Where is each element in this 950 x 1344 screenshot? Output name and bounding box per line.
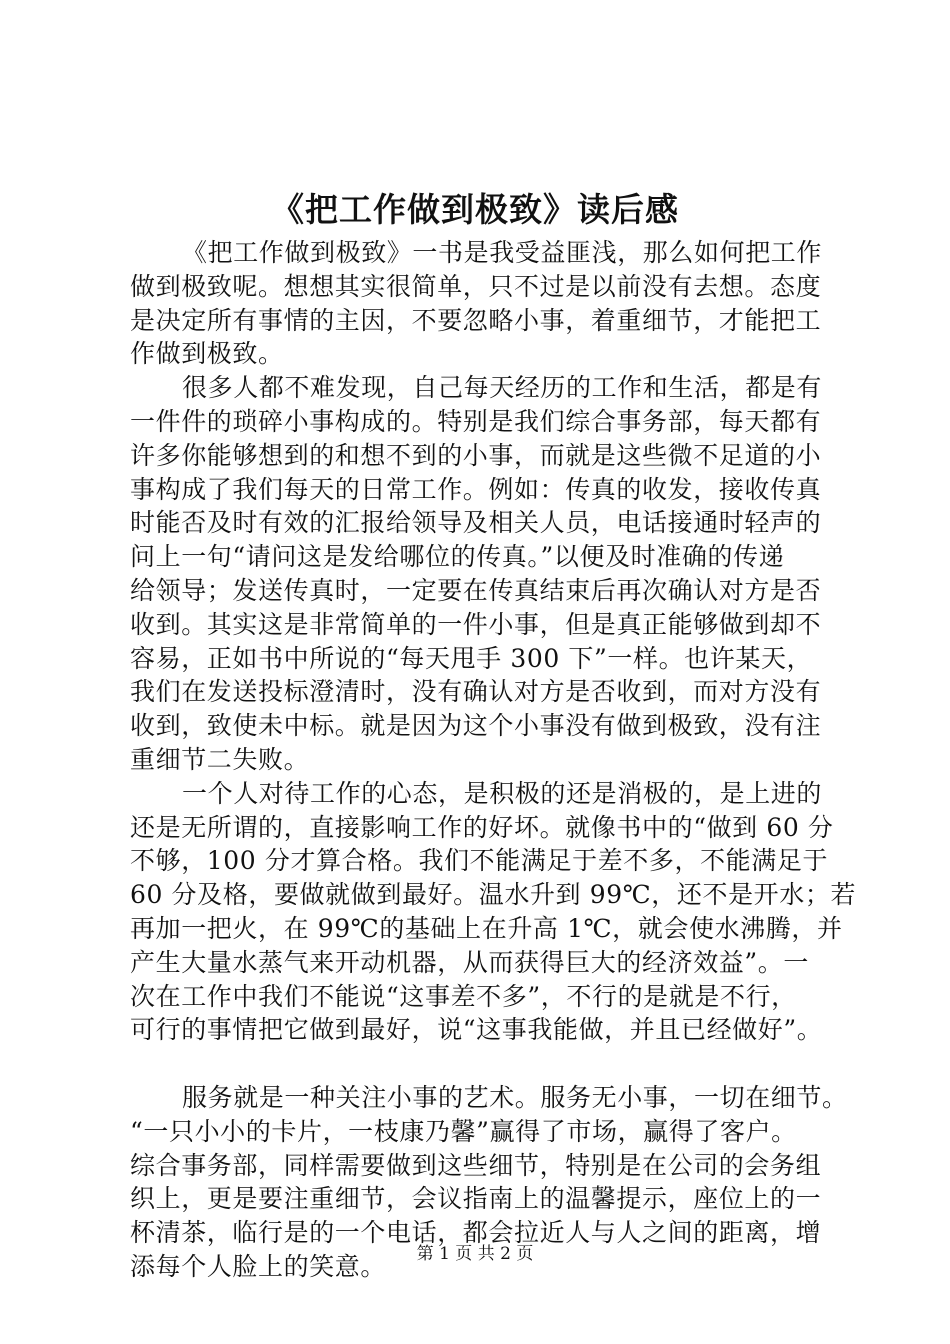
text-line: 还是无所谓的，直接影响工作的好坏。就像书中的“做到 60 分 [130,812,834,842]
text-line: 不够，100 分才算合格。我们不能满足于差不多，不能满足于 [130,846,829,876]
text-line: 时能否及时有效的汇报给领导及相关人员，电话接通时轻声的 [130,508,822,538]
text-line: 织上，更是要注重细节，会议指南上的温馨提示，座位上的一 [130,1184,822,1214]
text-line: 是决定所有事情的主因，不要忽略小事，着重细节，才能把工 [130,305,822,335]
document-title: 《把工作做到极致》读后感 [271,190,679,229]
text-line: 次在工作中我们不能说“这事差不多”，不行的是就是不行， [130,981,797,1011]
text-line: 我们在发送投标澄清时，没有确认对方是否收到，而对方没有 [130,677,822,707]
page-footer: 第 1 页 共 2 页 [416,1244,534,1264]
text-line: 容易，正如书中所说的“每天甩手 300 下”一样。也许某天， [130,643,813,673]
text-line: 杯清茶，临行是的一个电话，都会拉近人与人之间的距离，增 [130,1218,822,1248]
text-line: 可行的事情把它做到最好，说“这事我能做，并且已经做好”。 [130,1015,823,1045]
text-line: 作做到极致。 [130,339,284,369]
text-line: 添每个人脸上的笑意。 [130,1251,387,1281]
text-line: 问上一句“请问这是发给哪位的传真。”以便及时准确的传递 [130,542,785,572]
text-line: 一件件的琐碎小事构成的。特别是我们综合事务部，每天都有 [130,406,822,436]
text-line: 重细节二失败。 [130,744,310,774]
text-line: 事构成了我们每天的日常工作。例如：传真的收发，接收传真 [130,474,822,504]
text-line: 一个人对待工作的心态，是积极的还是消极的，是上进的 [182,778,823,808]
blank-line [130,1047,830,1081]
text-line: 收到。其实这是非常简单的一件小事，但是真正能够做到却不 [130,609,822,639]
text-line: 收到，致使未中标。就是因为这个小事没有做到极致，没有注 [130,711,822,741]
text-line: “一只小小的卡片，一枝康乃馨”赢得了市场，赢得了客户。 [130,1116,797,1146]
text-line: 60 分及格，要做就做到最好。温水升到 99℃，还不是开水；若 [130,880,857,910]
text-line: 综合事务部，同样需要做到这些细节，特别是在公司的会务组 [130,1150,822,1180]
text-line: 《把工作做到极致》一书是我受益匪浅，那么如何把工作 [182,238,823,267]
text-line: 产生大量水蒸气来开动机器，从而获得巨大的经济效益”。一 [130,947,809,977]
document-body [130,236,857,1284]
text-line: 给领导；发送传真时，一定要在传真结束后再次确认对方是否 [130,575,822,605]
text-line: 很多人都不难发现，自己每天经历的工作和生活，都是有 [182,373,823,403]
text-line: 许多你能够想到的和想不到的小事，而就是这些微不足道的小 [130,440,822,470]
text-line: 服务就是一种关注小事的艺术。服务无小事，一切在细节。 [182,1082,848,1112]
text-line: 再加一把火，在 99℃的基础上在升高 1℃，就会使水沸腾，并 [130,913,843,943]
text-line: 做到极致呢。想想其实很简单，只不过是以前没有去想。态度 [130,271,822,301]
